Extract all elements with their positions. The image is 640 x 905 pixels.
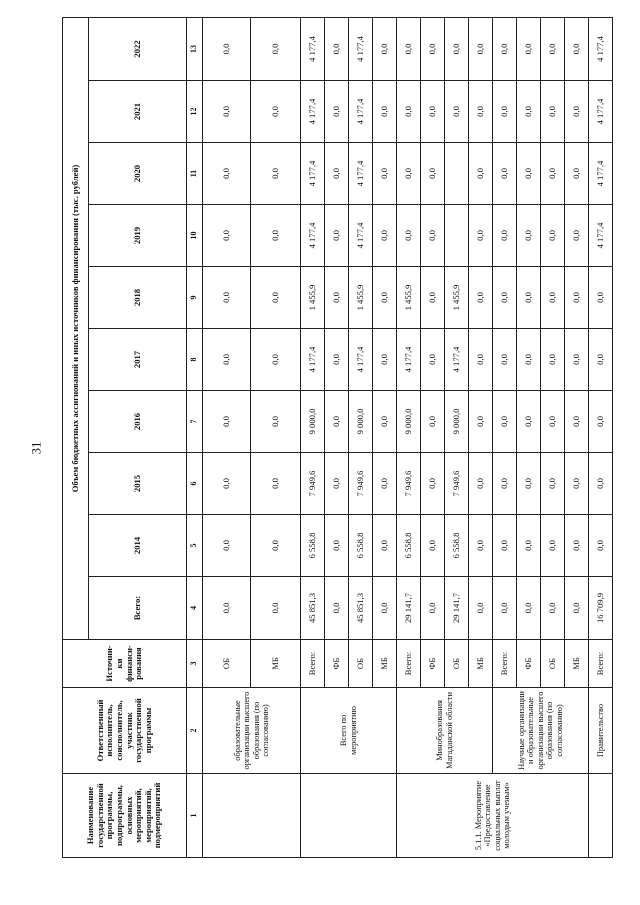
year-value-cell: 0,0	[565, 17, 589, 80]
year-value-cell: 0,0	[517, 515, 541, 577]
funding-source-cell: ФБ	[517, 640, 541, 688]
program-name-cell: 5.1.1. Мероприятие «Предоставление социальных выплат молодым ученым»	[397, 774, 589, 858]
year-value-cell: 9 000,0	[397, 391, 421, 453]
year-value-cell: 0,0	[493, 143, 517, 205]
year-value-cell: 0,0	[251, 453, 301, 515]
year-value-cell: 6 558,8	[397, 515, 421, 577]
total-value-cell: 0,0	[203, 577, 251, 640]
column-number: 3	[187, 640, 203, 688]
column-number: 6	[187, 453, 203, 515]
year-value-cell: 0,0	[541, 453, 565, 515]
year-value-cell: 0,0	[203, 205, 251, 267]
year-value-cell: 0,0	[421, 17, 445, 80]
total-value-cell: 0,0	[373, 577, 397, 640]
column-number: 9	[187, 267, 203, 329]
table-row	[203, 17, 251, 857]
year-value-cell: 0,0	[565, 515, 589, 577]
year-value-cell: 0,0	[251, 391, 301, 453]
year-value-cell: 0,0	[421, 81, 445, 143]
total-value-cell: 0,0	[565, 577, 589, 640]
year-value-cell: 0,0	[325, 205, 349, 267]
year-value-cell: 4 177,4	[301, 17, 325, 80]
year-value-cell: 7 949,6	[397, 453, 421, 515]
year-value-cell: 4 177,4	[349, 143, 373, 205]
column-number: 10	[187, 205, 203, 267]
executor-cell: Научные организации и образовательные организации высшего образования (по согласованию)	[493, 688, 589, 774]
year-value-cell: 9 000,0	[301, 391, 325, 453]
year-value-cell: 4 177,4	[349, 329, 373, 391]
header-year: 2015	[89, 453, 187, 515]
year-value-cell: 0,0	[373, 17, 397, 80]
year-value-cell: 0,0	[397, 205, 421, 267]
year-value-cell: 0,0	[325, 329, 349, 391]
year-value-cell: 0,0	[541, 143, 565, 205]
year-value-cell: 7 949,6	[445, 453, 469, 515]
table-row	[493, 17, 517, 857]
program-name-cell	[589, 774, 613, 858]
year-value-cell: 4 177,4	[349, 17, 373, 80]
year-value-cell: 0,0	[325, 453, 349, 515]
year-value-cell: 0,0	[373, 143, 397, 205]
header-year: 2016	[89, 391, 187, 453]
year-value-cell: 0,0	[541, 515, 565, 577]
total-value-cell: 0,0	[517, 577, 541, 640]
column-number: 1	[187, 774, 203, 858]
year-value-cell: 0,0	[421, 515, 445, 577]
funding-source-cell: МБ	[565, 640, 589, 688]
funding-source-cell: МБ	[469, 640, 493, 688]
year-value-cell: 0,0	[541, 81, 565, 143]
funding-table	[62, 17, 613, 858]
year-value-cell: 0,0	[517, 453, 541, 515]
year-value-cell: 0,0	[251, 81, 301, 143]
funding-source-cell: ОБ	[203, 640, 251, 688]
year-value-cell: 0,0	[421, 267, 445, 329]
year-value-cell: 0,0	[373, 81, 397, 143]
header-executor: Ответственный исполнитель, соисполнитель, участник государственной программы	[63, 688, 187, 774]
year-value-cell: 0,0	[469, 515, 493, 577]
year-value-cell: 0,0	[251, 267, 301, 329]
year-value-cell: 0,0	[565, 391, 589, 453]
year-value-cell: 0,0	[421, 453, 445, 515]
column-number: 12	[187, 81, 203, 143]
year-value-cell: 0,0	[373, 267, 397, 329]
header-year: 2019	[89, 205, 187, 267]
header-year: 2020	[89, 143, 187, 205]
column-number: 13	[187, 17, 203, 80]
year-value-cell: 0,0	[325, 267, 349, 329]
funding-source-cell: ОБ	[445, 640, 469, 688]
year-value-cell	[445, 205, 469, 267]
year-value-cell: 0,0	[251, 329, 301, 391]
year-value-cell: 0,0	[541, 205, 565, 267]
header-year: 2022	[89, 17, 187, 80]
year-value-cell: 9 000,0	[445, 391, 469, 453]
year-value-cell: 0,0	[469, 391, 493, 453]
year-value-cell	[445, 143, 469, 205]
year-value-cell: 0,0	[373, 329, 397, 391]
year-value-cell: 0,0	[325, 81, 349, 143]
program-name-cell	[203, 774, 301, 858]
year-value-cell: 0,0	[469, 267, 493, 329]
year-value-cell: 0,0	[203, 515, 251, 577]
year-value-cell: 0,0	[397, 143, 421, 205]
year-value-cell: 0,0	[251, 515, 301, 577]
year-value-cell: 0,0	[541, 17, 565, 80]
funding-source-cell: ФБ	[421, 640, 445, 688]
year-value-cell: 0,0	[203, 329, 251, 391]
year-value-cell: 4 177,4	[301, 81, 325, 143]
year-value-cell: 7 949,6	[349, 453, 373, 515]
year-value-cell: 0,0	[517, 391, 541, 453]
year-value-cell: 4 177,4	[397, 329, 421, 391]
funding-source-cell: МБ	[251, 640, 301, 688]
year-value-cell: 7 949,6	[301, 453, 325, 515]
total-value-cell: 45 851,3	[349, 577, 373, 640]
rotated-table-wrapper	[62, 18, 605, 858]
year-value-cell: 0,0	[203, 81, 251, 143]
year-value-cell: 0,0	[493, 81, 517, 143]
year-value-cell: 0,0	[251, 17, 301, 80]
year-value-cell: 4 177,4	[301, 205, 325, 267]
total-value-cell: 45 851,3	[301, 577, 325, 640]
year-value-cell: 0,0	[493, 267, 517, 329]
funding-source-cell: ФБ	[325, 640, 349, 688]
year-value-cell: 4 177,4	[445, 329, 469, 391]
year-value-cell: 0,0	[325, 391, 349, 453]
year-value-cell: 0,0	[565, 329, 589, 391]
total-value-cell: 0,0	[251, 577, 301, 640]
year-value-cell: 6 558,8	[349, 515, 373, 577]
year-value-cell: 0,0	[397, 17, 421, 80]
year-value-cell: 0,0	[251, 205, 301, 267]
year-value-cell: 0,0	[397, 81, 421, 143]
year-value-cell: 0,0	[203, 143, 251, 205]
year-value-cell: 0,0	[517, 205, 541, 267]
executor-cell: Правительство	[589, 688, 613, 774]
year-value-cell: 0,0	[469, 143, 493, 205]
total-value-cell: 29 141,7	[397, 577, 421, 640]
year-value-cell: 0,0	[469, 17, 493, 80]
year-value-cell: 0,0	[493, 205, 517, 267]
total-value-cell: 0,0	[469, 577, 493, 640]
year-value-cell: 9 000,0	[349, 391, 373, 453]
year-value-cell: 0,0	[373, 515, 397, 577]
funding-source-cell: Всего:	[397, 640, 421, 688]
header-year: 2014	[89, 515, 187, 577]
year-value-cell: 4 177,4	[349, 81, 373, 143]
year-value-cell: 0,0	[469, 81, 493, 143]
year-value-cell: 0,0	[517, 17, 541, 80]
year-value-cell: 0,0	[541, 391, 565, 453]
column-number: 7	[187, 391, 203, 453]
year-value-cell: 0,0	[251, 143, 301, 205]
year-value-cell: 0,0	[589, 453, 613, 515]
year-value-cell: 4 177,4	[301, 143, 325, 205]
year-value-cell: 0,0	[565, 267, 589, 329]
header-source: Источни-ки финанси-рования	[63, 640, 187, 688]
year-value-cell: 0,0	[203, 17, 251, 80]
column-number: 2	[187, 688, 203, 774]
year-value-cell: 0,0	[421, 391, 445, 453]
year-value-cell: 0,0	[589, 391, 613, 453]
year-value-cell: 0,0	[421, 205, 445, 267]
year-value-cell: 0,0	[203, 453, 251, 515]
year-value-cell: 0,0	[493, 453, 517, 515]
column-number: 4	[187, 577, 203, 640]
year-value-cell: 4 177,4	[589, 17, 613, 80]
year-value-cell: 0,0	[373, 453, 397, 515]
executor-cell: Минобразования Магаданской области	[397, 688, 493, 774]
header-total: Всего:	[89, 577, 187, 640]
year-value-cell: 0,0	[421, 143, 445, 205]
total-value-cell: 16 709,9	[589, 577, 613, 640]
header-year: 2021	[89, 81, 187, 143]
year-value-cell: 0,0	[589, 515, 613, 577]
year-value-cell: 0,0	[565, 81, 589, 143]
year-value-cell: 0,0	[445, 17, 469, 80]
year-value-cell: 1 455,9	[397, 267, 421, 329]
year-value-cell: 0,0	[541, 329, 565, 391]
year-value-cell: 0,0	[469, 205, 493, 267]
column-number: 5	[187, 515, 203, 577]
total-value-cell: 0,0	[493, 577, 517, 640]
year-value-cell: 4 177,4	[349, 205, 373, 267]
year-value-cell: 0,0	[493, 17, 517, 80]
table-row	[397, 17, 421, 857]
total-value-cell: 0,0	[325, 577, 349, 640]
year-value-cell: 1 455,9	[349, 267, 373, 329]
funding-source-cell: ОБ	[541, 640, 565, 688]
year-value-cell: 0,0	[421, 329, 445, 391]
year-value-cell: 0,0	[517, 329, 541, 391]
year-value-cell: 0,0	[493, 515, 517, 577]
year-value-cell: 0,0	[493, 329, 517, 391]
total-value-cell: 0,0	[541, 577, 565, 640]
year-value-cell: 0,0	[373, 205, 397, 267]
year-value-cell: 0,0	[565, 453, 589, 515]
program-name-cell	[301, 774, 397, 858]
year-value-cell: 0,0	[517, 267, 541, 329]
total-value-cell: 0,0	[421, 577, 445, 640]
year-value-cell: 0,0	[203, 267, 251, 329]
column-number: 8	[187, 329, 203, 391]
funding-source-cell: ОБ	[349, 640, 373, 688]
year-value-cell: 6 558,8	[445, 515, 469, 577]
year-value-cell: 0,0	[325, 515, 349, 577]
funding-source-cell: Всего:	[493, 640, 517, 688]
header-program: Наименование государственной программы, подпрограммы, основных мероприятий, мероприятий, подмероприятий	[63, 774, 187, 858]
column-number: 11	[187, 143, 203, 205]
funding-source-cell: Всего:	[301, 640, 325, 688]
header-funding-title: Объем бюджетных ассигнований и иных источников финансирования (тыс. рублей)	[63, 17, 89, 639]
year-value-cell: 0,0	[589, 329, 613, 391]
total-value-cell: 29 141,7	[445, 577, 469, 640]
funding-source-cell: МБ	[373, 640, 397, 688]
year-value-cell: 0,0	[325, 17, 349, 80]
header-year: 2018	[89, 267, 187, 329]
year-value-cell: 4 177,4	[301, 329, 325, 391]
year-value-cell: 0,0	[493, 391, 517, 453]
year-value-cell: 0,0	[469, 453, 493, 515]
year-value-cell: 0,0	[469, 329, 493, 391]
year-value-cell: 0,0	[565, 205, 589, 267]
year-value-cell: 0,0	[541, 267, 565, 329]
year-value-cell: 0,0	[445, 81, 469, 143]
year-value-cell: 0,0	[203, 391, 251, 453]
year-value-cell: 4 177,4	[589, 81, 613, 143]
table-row	[301, 17, 325, 857]
year-value-cell: 0,0	[517, 143, 541, 205]
table-row	[589, 17, 613, 857]
executor-cell: образовательные организации высшего образования (по согласованию)	[203, 688, 301, 774]
executor-cell: Всего по мероприятию	[301, 688, 397, 774]
year-value-cell: 0,0	[325, 143, 349, 205]
page-number: 31	[28, 441, 44, 455]
year-value-cell: 0,0	[565, 143, 589, 205]
year-value-cell: 4 177,4	[589, 205, 613, 267]
year-value-cell: 1 455,9	[301, 267, 325, 329]
funding-source-cell: Всего:	[589, 640, 613, 688]
year-value-cell: 4 177,4	[589, 143, 613, 205]
header-year: 2017	[89, 329, 187, 391]
year-value-cell: 0,0	[517, 81, 541, 143]
year-value-cell: 0,0	[373, 391, 397, 453]
year-value-cell: 0,0	[589, 267, 613, 329]
year-value-cell: 6 558,8	[301, 515, 325, 577]
year-value-cell: 1 455,9	[445, 267, 469, 329]
